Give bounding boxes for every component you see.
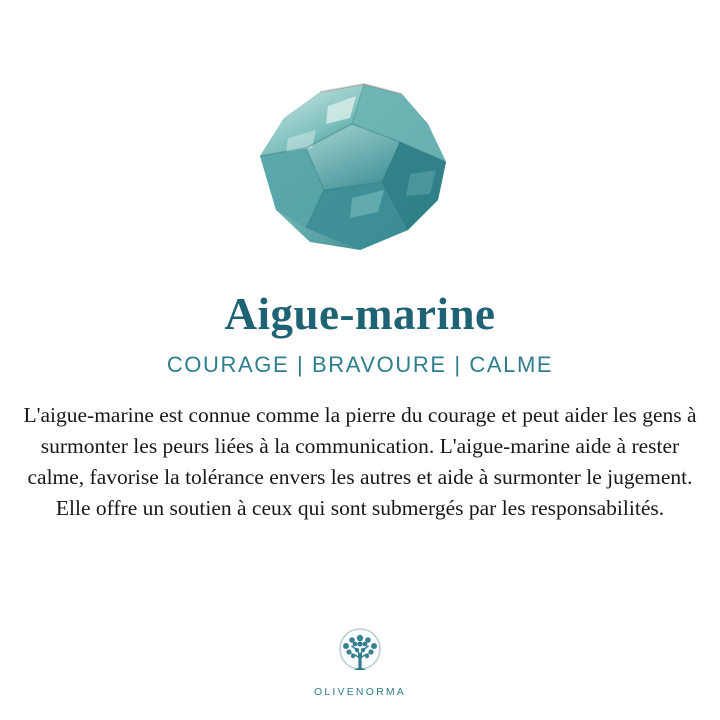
description-text: L'aigue-marine est connue comme la pierre du courage et peut aider les gens à surmonter les peurs liées à la communication. L'aigue-marine aide à rester calme, favorise la tolérance envers les autres et aide à surmonter le jugement. Elle offre un soutien à ceux qui sont submergés par les responsabilités. (23, 402, 697, 521)
brand-logo (0, 627, 720, 698)
brand-name: OLIVENORMA (313, 686, 406, 698)
stone-illustration (232, 78, 484, 268)
keywords-line: COURAGE | BRAVOURE | CALME (166, 351, 554, 377)
tree-of-life-icon (327, 627, 393, 683)
page-title: Aigue-marine (224, 289, 496, 339)
stone-image-area (0, 0, 720, 290)
aquamarine-stone-image (232, 78, 484, 268)
